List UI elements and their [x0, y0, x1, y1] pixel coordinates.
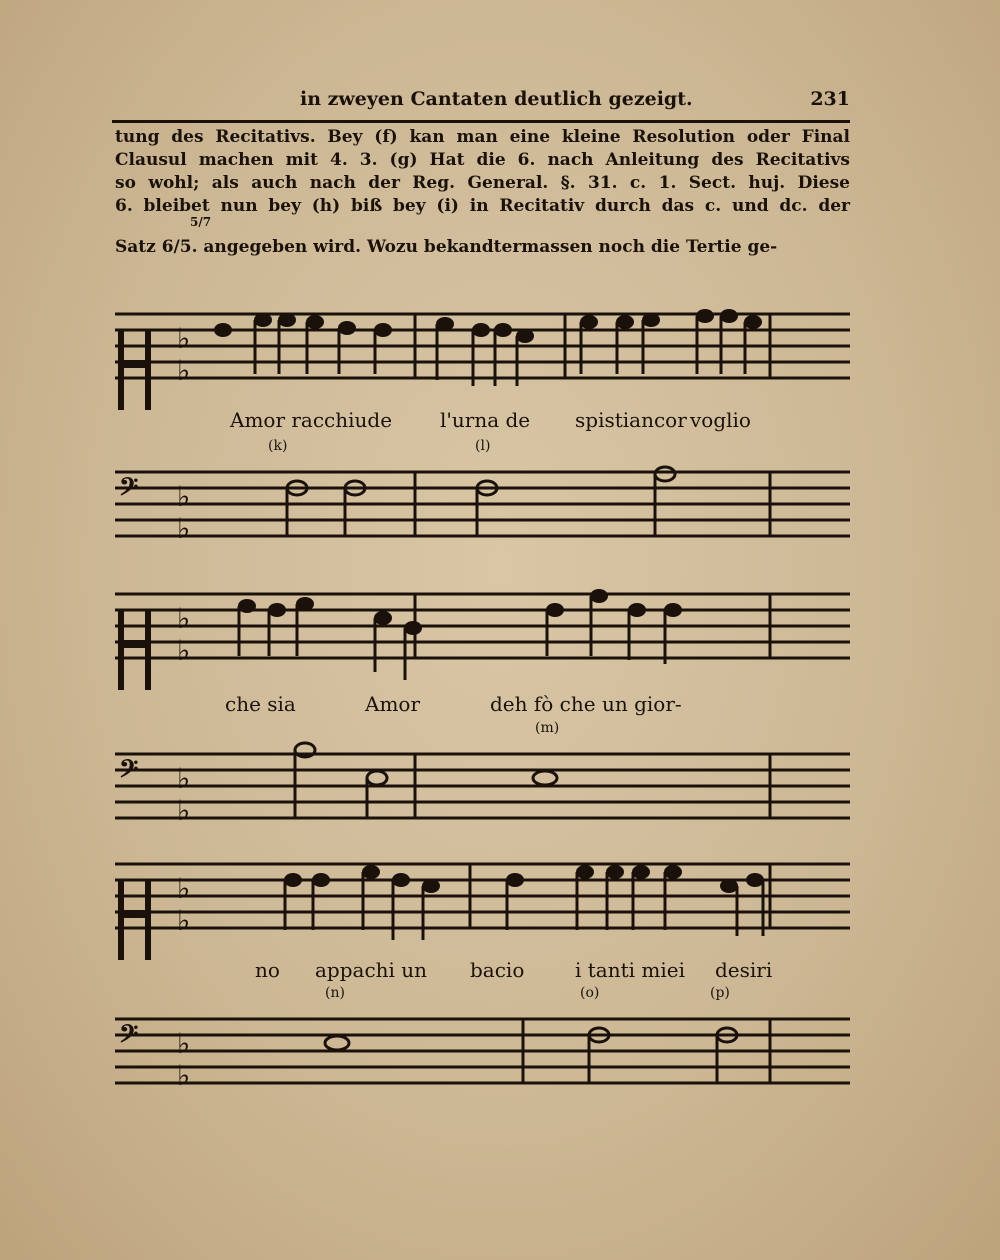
flat-icon: ♭ [177, 322, 191, 355]
thoroughbass-figure: 5/7 [190, 215, 212, 229]
text-line-last [115, 215, 850, 259]
page-header [300, 88, 850, 118]
text-line: Clausul machen mit 4. 3. (g) Hat die 6. nach Anleitung des Recitativs [115, 150, 850, 170]
svg-text:♭: ♭ [177, 354, 191, 387]
svg-text:♭: ♭ [177, 1059, 191, 1092]
lyric-syllable: Amor [365, 692, 421, 716]
lyric-syllable: l'urna de [440, 408, 531, 432]
bass-staff-1 [115, 438, 855, 568]
reference-mark: (p) [710, 985, 730, 1001]
lyric-syllable: i tanti miei [575, 958, 685, 982]
bass-clef-icon: 𝄢 [119, 473, 139, 508]
text-line: 6. bleibet nun bey (h) biß bey (i) in Recitativ durch das c. und dc. der [115, 196, 850, 216]
reference-mark: (o) [580, 985, 600, 1001]
running-title: in zweyen Cantaten deutlich gezeigt. [300, 88, 693, 110]
text-line: tung des Recitativs. Bey (f) kan man eine kleine Resolution oder Final [115, 127, 850, 147]
staff-svg [115, 1005, 855, 1115]
svg-text:♭: ♭ [177, 602, 191, 635]
staff-svg [115, 740, 855, 850]
lyric-syllable: Amor racchiude [230, 408, 393, 432]
lyric-syllable: deh fò che un gior- [490, 692, 682, 716]
reference-mark: (l) [475, 438, 491, 454]
svg-text:♭: ♭ [177, 904, 191, 937]
reference-mark: (k) [268, 438, 288, 454]
staff-svg [115, 580, 855, 690]
lyric-syllable: che sia [225, 692, 296, 716]
svg-text:♭: ♭ [177, 794, 191, 827]
lyric-syllable: appachi un [315, 958, 428, 982]
lyric-syllable: bacio [470, 958, 525, 982]
bass-staff-3 [115, 985, 855, 1115]
svg-text:𝄢: 𝄢 [119, 1020, 139, 1055]
soprano-staff-2 [115, 580, 855, 716]
soprano-staff-1 [115, 300, 855, 432]
svg-text:♭: ♭ [177, 512, 191, 545]
staff-svg [115, 458, 855, 568]
soprano-clef-icon [118, 330, 124, 410]
text-line: Satz 6/5. angegeben wird. Wozu bekandtermassen noch die Tertie ge- [115, 237, 778, 257]
lyric-syllable: no [255, 958, 280, 982]
staff-svg [115, 850, 855, 960]
svg-text:♭: ♭ [177, 480, 191, 513]
body-text [115, 126, 850, 259]
lyric-syllable: voglio [690, 408, 751, 432]
soprano-staff-3 [115, 850, 855, 982]
header-rule [112, 120, 850, 123]
lyric-syllable: spistiancor [575, 408, 687, 432]
svg-text:♭: ♭ [177, 872, 191, 905]
reference-mark: (m) [535, 720, 560, 736]
svg-text:𝄢: 𝄢 [119, 755, 139, 790]
text-line: so wohl; als auch nach der Reg. General. §. 31. c. 1. Sect. huj. Diese [115, 173, 850, 193]
reference-mark: (n) [325, 985, 345, 1001]
svg-text:♭: ♭ [177, 634, 191, 667]
lyric-syllable: desiri [715, 958, 773, 982]
svg-text:♭: ♭ [177, 1027, 191, 1060]
page-number: 231 [810, 88, 850, 110]
bass-staff-2 [115, 720, 855, 850]
staff-svg [115, 300, 855, 410]
svg-text:♭: ♭ [177, 762, 191, 795]
